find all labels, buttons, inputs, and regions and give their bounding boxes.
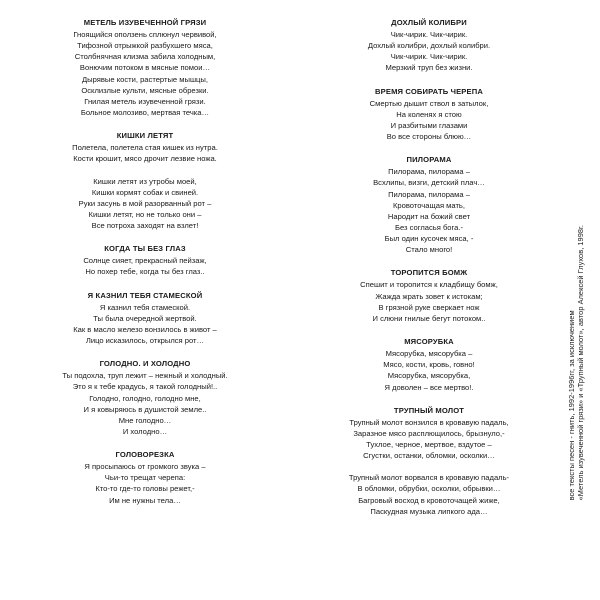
lyric-line: Кто-то где-то головы режет,- (95, 484, 195, 494)
lyric-line: Пилорама, пилорама – (388, 167, 470, 177)
lyric-line: Им не нужны тела… (109, 495, 181, 505)
lyric-line: Трупный молот вонзился в кровавую падаль, (349, 417, 509, 427)
song-block (6, 291, 284, 347)
song-stanza (6, 176, 284, 232)
lyric-line: Кишки летят из утробы моей, (93, 176, 197, 186)
song-stanza (6, 29, 284, 118)
lyric-line: Багровый восход в кровоточащей жиже, (358, 495, 500, 505)
lyric-line: Спешит и торопится к кладбищу бомж, (360, 280, 498, 290)
lyric-line: Дохлый колибри, дохлый колибри. (367, 41, 491, 51)
lyric-line: И холодно… (122, 426, 168, 436)
left-lyrics-column (0, 18, 290, 592)
lyric-line: Чьи-то трещат черепа: (104, 473, 186, 483)
lyric-line: Все потроха заходят на взлет! (91, 221, 199, 231)
song-stanza (296, 279, 562, 324)
song-title: ГОЛОДНО. И ХОЛОДНО (99, 359, 191, 369)
song-block (6, 18, 284, 118)
lyric-line: Гноящийся оползень сплюнул червивой, (73, 29, 217, 39)
song-title: ТОРОПИТСЯ БОМЖ (390, 268, 468, 278)
song-stanza (296, 472, 562, 517)
lyric-line: Сгустки, останки, обломки, осколки… (363, 451, 495, 461)
lyric-line: Жажда жрать зовет к истокам; (375, 291, 483, 301)
song-block (296, 337, 562, 393)
lyric-line: Трупный молот ворвался в кровавую падаль- (348, 473, 510, 483)
lyric-line: В обломки, обрубки, осколки, обрывки… (357, 484, 501, 494)
lyric-line: Кишки кормят собак и свиней. (91, 187, 199, 197)
song-stanza (6, 461, 284, 506)
lyric-line: И разбитыми глазами (390, 120, 468, 130)
song-block (6, 131, 284, 231)
song-stanza (6, 255, 284, 277)
lyric-line: Как в масло железо вонзилось в живот – (73, 324, 217, 334)
lyric-line: Смертью дышит ствол в затылок, (369, 98, 489, 108)
lyric-line: Осклизлые культи, мясные обрезки. (81, 85, 209, 95)
song-stanza (296, 98, 562, 143)
song-block (6, 450, 284, 506)
lyric-line: И я ковыряюсь в душистой земле.. (83, 404, 207, 414)
lyric-line: Тифозной отрыжкой разбухшего мяса, (77, 41, 213, 51)
lyric-line: Без согласья бога.- (394, 222, 463, 232)
song-block (296, 87, 562, 143)
right-lyrics-column (290, 18, 568, 592)
credits-line-2: «Метель изувеченной грязи» и «Трупный молот», автор Алексей Глухов, 1998г. (575, 224, 585, 500)
lyric-line: Солнце сияет, прекрасный пейзаж, (83, 256, 207, 266)
lyric-line: Я казнил тебя стамеской. (99, 302, 191, 312)
lyric-line: Мясорубка, мясорубка, (387, 371, 471, 381)
lyric-line: Столбнячная клизма забила холодным, (74, 52, 216, 62)
song-block (6, 359, 284, 437)
lyric-line: Заразное мясо расплющилось, брызнуло,- (353, 428, 505, 438)
song-title: МЯСОРУБКА (404, 337, 454, 347)
song-block (296, 18, 562, 74)
lyric-line: Чик-чирик. Чик-чирик. (390, 52, 468, 62)
song-stanza (296, 29, 562, 74)
song-stanza (6, 370, 284, 437)
lyric-line: И слюни гнилые бегут потоком.. (372, 313, 486, 323)
song-title: КОГДА ТЫ БЕЗ ГЛАЗ (104, 244, 186, 254)
lyric-line: Вонючим потоком в мясные помои… (79, 63, 211, 73)
lyric-line: Народит на божий свет (387, 211, 471, 221)
song-stanza (296, 348, 562, 393)
lyric-line: Мерзкий труп без жизни. (385, 63, 473, 73)
lyric-line: Гнилая метель изувеченной грязи. (84, 96, 206, 106)
lyric-line: Был один кусочек мяса, - (384, 234, 474, 244)
lyric-line: Руки засунь в мой разорванный рот – (78, 198, 212, 208)
song-block (6, 244, 284, 277)
song-title: МЕТЕЛЬ ИЗУВЕЧЕННОЙ ГРЯЗИ (83, 18, 207, 27)
lyric-line: Пилорама, пилорама – (388, 189, 470, 199)
lyric-line: Ты подохла, труп лежит – нежный и холодный. (62, 371, 228, 381)
song-block (296, 406, 562, 517)
song-title: ПИЛОРАМА (406, 155, 452, 165)
lyric-line: Голодно, голодно, голодно мне, (89, 393, 201, 403)
lyric-line: Кровоточащая мать, (392, 200, 466, 210)
lyric-line: Чик-чирик. Чик-чирик. (390, 29, 468, 39)
lyric-line: Мясо, кости, кровь, говно! (383, 360, 475, 370)
song-title: ДОХЛЫЙ КОЛИБРИ (391, 18, 467, 27)
lyric-line: Мясорубка, мясорубка – (385, 349, 473, 359)
credits-line-1: все тексты песен - гнить, 1992-1996гг, за исключением (567, 309, 576, 500)
lyric-line: Кости крошит, мясо дрочит лезвие ножа. (73, 154, 217, 164)
lyric-line: Паскудная музыка липкого ада… (370, 506, 488, 516)
lyric-line: Мне голодно… (118, 415, 172, 425)
credits-spine (568, 18, 600, 592)
lyric-line: Я просыпаюсь от громкого звука – (84, 462, 206, 472)
lyric-line: В грязной руке сверкает нож (378, 302, 480, 312)
song-title: ГОЛОВОРЕЗКА (115, 450, 175, 460)
lyric-line: Но похер тебе, когда ты без глаз.. (85, 267, 205, 277)
song-title: Я КАЗНИЛ ТЕБЯ СТАМЕСКОЙ (87, 290, 203, 300)
lyric-line: Во все стороны блюю… (386, 132, 472, 142)
song-stanza (296, 417, 562, 462)
lyric-line: Я доволен – все мертво!. (384, 382, 474, 392)
song-title: ВРЕМЯ СОБИРАТЬ ЧЕРЕПА (375, 86, 483, 96)
lyric-line: Тухлое, черное, мертвое, вздутое – (366, 439, 492, 449)
song-stanza (296, 166, 562, 255)
song-title: ТРУПНЫЙ МОЛОТ (393, 405, 465, 415)
song-block (296, 268, 562, 324)
lyric-line: Больное молозиво, мертвая течка… (80, 108, 210, 118)
lyric-line: Ты была очередной жертвой. (93, 313, 197, 323)
lyric-line: Это я к тебе крадусь, я такой голодный!.. (72, 382, 218, 392)
song-stanza (6, 142, 284, 164)
song-title: КИШКИ ЛЕТЯТ (116, 131, 174, 141)
lyric-line: Всхлипы, визги, детский плач… (373, 178, 485, 188)
lyric-line: На коленях я стою (396, 109, 462, 119)
lyric-line: Стало много! (405, 245, 453, 255)
song-block (296, 155, 562, 255)
song-stanza (6, 302, 284, 347)
lyric-line: Полетела, полетела стая кишек из нутра. (72, 143, 218, 153)
lyric-line: Лицо исказилось, открылся рот… (85, 336, 205, 346)
lyric-line: Дырявые кости, растертые мышцы, (82, 74, 208, 84)
lyric-line: Кишки летят, но не только они – (88, 210, 202, 219)
